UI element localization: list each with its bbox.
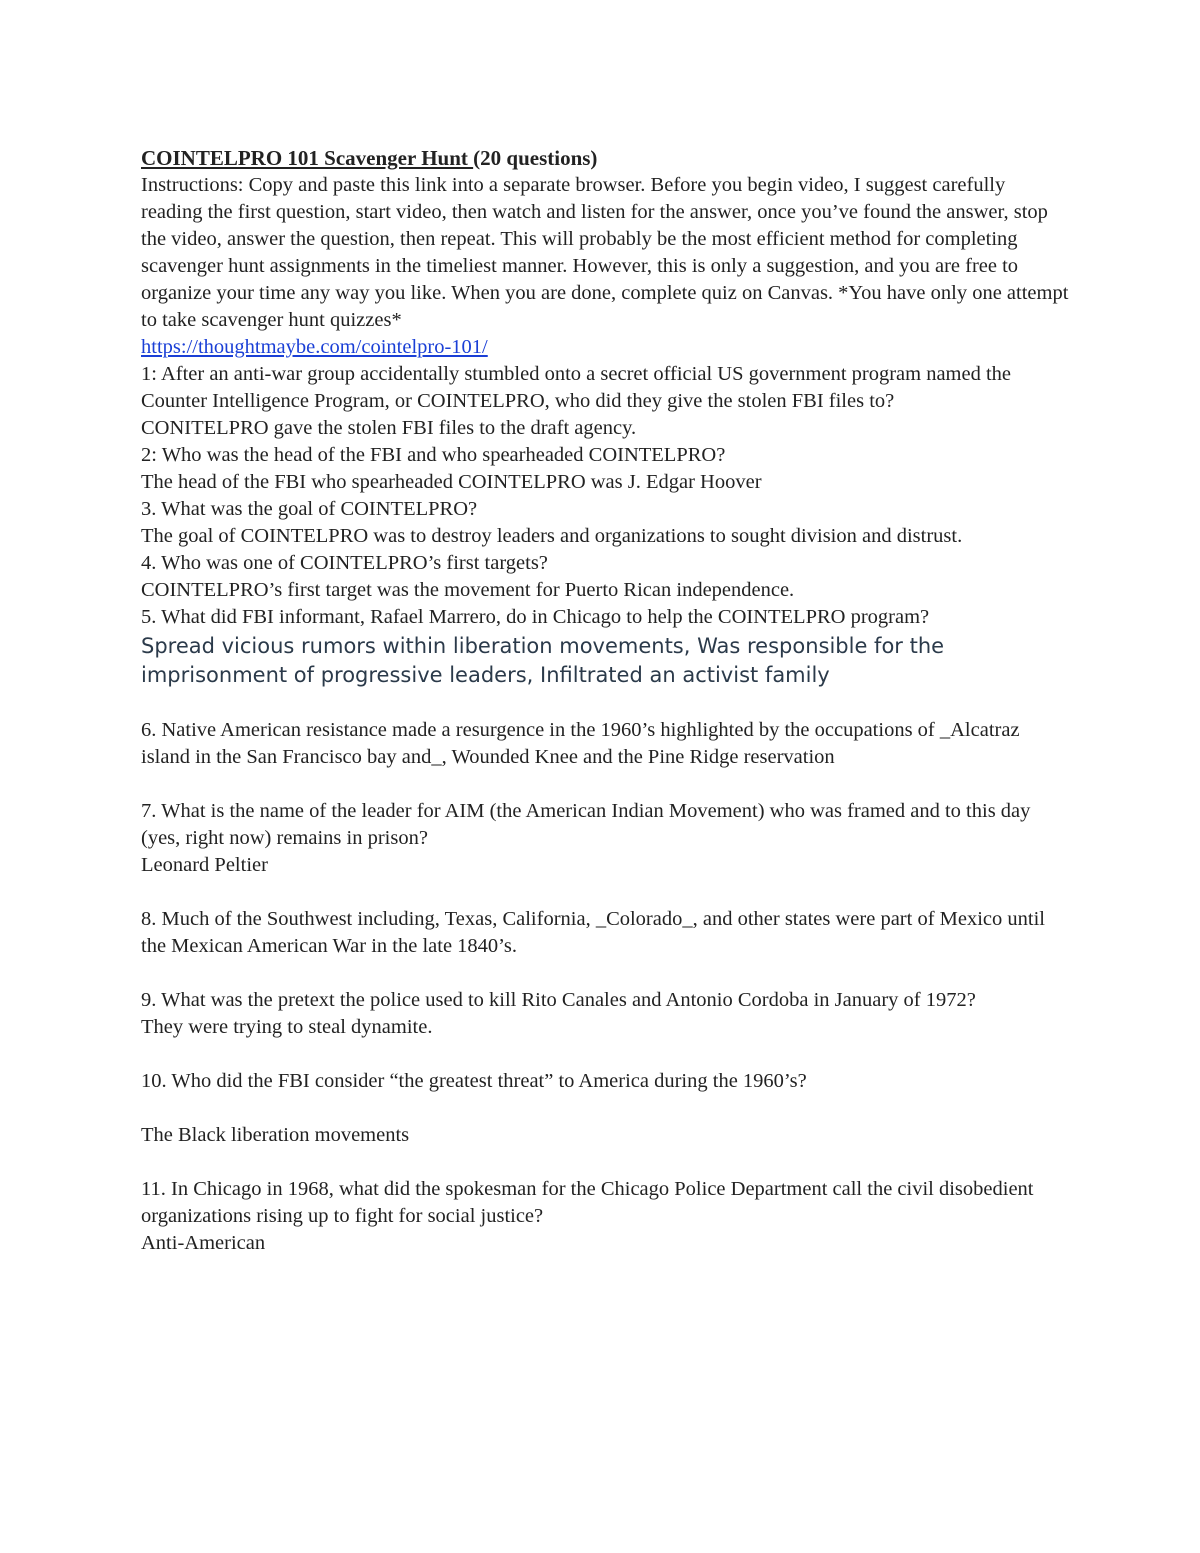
video-link[interactable]: https://thoughtmaybe.com/cointelpro-101/ — [141, 336, 488, 358]
spacer — [141, 879, 1071, 906]
question-10: 10. Who did the FBI consider “the greatest threat” to America during the 1960’s? — [141, 1070, 807, 1092]
spacer — [141, 1095, 1071, 1122]
question-11: 11. In Chicago in 1968, what did the spokesman for the Chicago Police Department call the civil disobedient organizations rising up to fight for social justice? — [141, 1178, 1034, 1227]
title-question-count: (20 questions) — [473, 146, 598, 170]
question-5: 5. What did FBI informant, Rafael Marrero, do in Chicago to help the COINTELPRO program? — [141, 606, 930, 628]
question-4: 4. Who was one of COINTELPRO’s first targets? — [141, 552, 548, 574]
spacer — [141, 690, 1071, 717]
document-title — [141, 145, 1071, 172]
answer-2: The head of the FBI who spearheaded COINTELPRO was J. Edgar Hoover — [141, 471, 762, 493]
answer-4: COINTELPRO’s first target was the movement for Puerto Rican independence. — [141, 579, 795, 601]
spacer — [141, 771, 1071, 798]
question-8: 8. Much of the Southwest including, Texas, California, _Colorado_, and other states were part of Mexico until the Mexican American War in the late 1840’s. — [141, 908, 1045, 957]
question-3: 3. What was the goal of COINTELPRO? — [141, 498, 478, 520]
instructions-text: Instructions: Copy and paste this link into a separate browser. Before you begin video, I suggest carefully reading the first question, start video, then watch and listen for the answer, once you’ve found the answer, stop the video, answer the question, then repeat. This will probably be the most efficient method for completing scavenger hunt assignments in the timeliest manner. However, this is only a suggestion, and you are free to organize your time any way you like. When you are done, complete quiz on Canvas. *You have only one attempt to take scavenger hunt quizzes* — [141, 174, 1069, 331]
question-9: 9. What was the pretext the police used to kill Rito Canales and Antonio Cordoba in January of 1972? — [141, 989, 976, 1011]
spacer — [141, 1041, 1071, 1068]
answer-9: They were trying to steal dynamite. — [141, 1016, 433, 1038]
document-page — [141, 145, 1071, 1257]
answer-5: Spread vicious rumors within liberation movements, Was responsible for the imprisonment of progressive leaders, Infiltrated an activist family — [141, 634, 945, 687]
answer-7: Leonard Peltier — [141, 854, 268, 876]
spacer — [141, 960, 1071, 987]
answer-1: CONITELPRO gave the stolen FBI files to the draft agency. — [141, 417, 637, 439]
question-6: 6. Native American resistance made a resurgence in the 1960’s highlighted by the occupations of _Alcatraz island in the San Francisco bay and_, Wounded Knee and the Pine Ridge reservation — [141, 719, 1020, 768]
title-underlined: COINTELPRO 101 Scavenger Hunt — [141, 146, 474, 170]
question-7: 7. What is the name of the leader for AIM (the American Indian Movement) who was framed and to this day (yes, right now) remains in prison? — [141, 800, 1031, 849]
spacer — [141, 1149, 1071, 1176]
question-2: 2: Who was the head of the FBI and who spearheaded COINTELPRO? — [141, 444, 726, 466]
answer-3: The goal of COINTELPRO was to destroy leaders and organizations to sought division and distrust. — [141, 525, 963, 547]
answer-10: The Black liberation movements — [141, 1124, 410, 1146]
question-1: 1: After an anti-war group accidentally stumbled onto a secret official US government program named the Counter Intelligence Program, or COINTELPRO, who did they give the stolen FBI files to? — [141, 363, 1012, 412]
answer-11: Anti-American — [141, 1232, 266, 1254]
